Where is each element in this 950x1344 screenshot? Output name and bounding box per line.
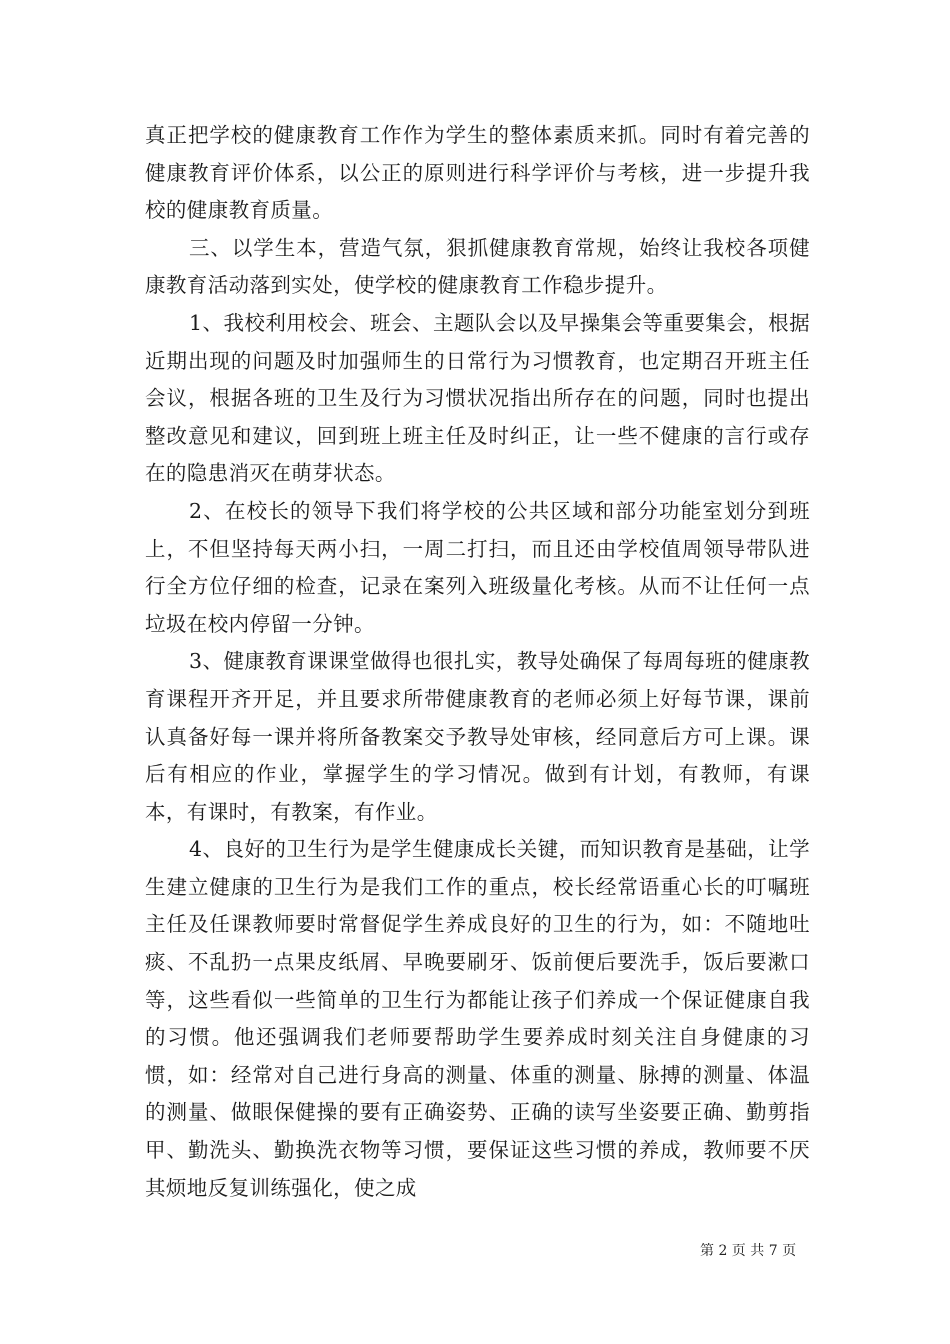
paragraph-item-2: 2、在校长的领导下我们将学校的公共区域和部分功能室划分到班上，不但坚持每天两小扫，一周二打扫，而且还由学校值周领导带队进行全方位仔细的检查，记录在案列入班级量化考核。从而不让任何一点垃圾在校内停留一分钟。 bbox=[145, 498, 810, 636]
body-text bbox=[145, 117, 810, 1207]
paragraph-item-4: 4、良好的卫生行为是学生健康成长关键，而知识教育是基础，让学生建立健康的卫生行为是我们工作的重点，校长经常语重心长的叮嘱班主任及任课教师要时常督促学生养成良好的卫生的行为，如：不随地吐痰、不乱扔一点果皮纸屑、早晚要刷牙、饭前便后要洗手，饭后要漱口等，这些看似一些简单的卫生行为都能让孩子们养成一个保证健康自我的习惯。他还强调我们老师要帮助学生要养成时刻关注自身健康的习惯，如：经常对自己进行身高的测量、体重的测量、脉搏的测量、体温的测量、做眼保健操的要有正确姿势、正确的读写坐姿要正确、勤剪指甲、勤洗头、勤换洗衣物等习惯，要保证这些习惯的养成，教师要不厌其烦地反复训练强化，使之成 bbox=[145, 837, 810, 1200]
page-number-footer: 第 2 页 共 7 页 bbox=[700, 1243, 797, 1259]
paragraph-item-1: 1、我校利用校会、班会、主题队会以及早操集会等重要集会，根据近期出现的问题及时加强师生的日常行为习惯教育，也定期召开班主任会议，根据各班的卫生及行为习惯状况指出所存在的问题，同时也提出整改意见和建议，回到班上班主任及时纠正，让一些不健康的言行或存在的隐患消灭在萌芽状态。 bbox=[145, 310, 810, 486]
paragraph-section-three: 三、以学生本，营造气氛，狠抓健康教育常规，始终让我校各项健康教育活动落到实处，使学校的健康教育工作稳步提升。 bbox=[145, 235, 810, 298]
paragraph-continuation: 真正把学校的健康教育工作作为学生的整体素质来抓。同时有着完善的健康教育评价体系，以公正的原则进行科学评价与考核，进一步提升我校的健康教育质量。 bbox=[145, 123, 810, 223]
paragraph-item-3: 3、健康教育课课堂做得也很扎实，教导处确保了每周每班的健康教育课程开齐开足，并且要求所带健康教育的老师必须上好每节课，课前认真备好每一课并将所备教案交予教导处审核，经同意后方可上课。课后有相应的作业，掌握学生的学习情况。做到有计划，有教师，有课本，有课时，有教案，有作业。 bbox=[145, 649, 810, 824]
